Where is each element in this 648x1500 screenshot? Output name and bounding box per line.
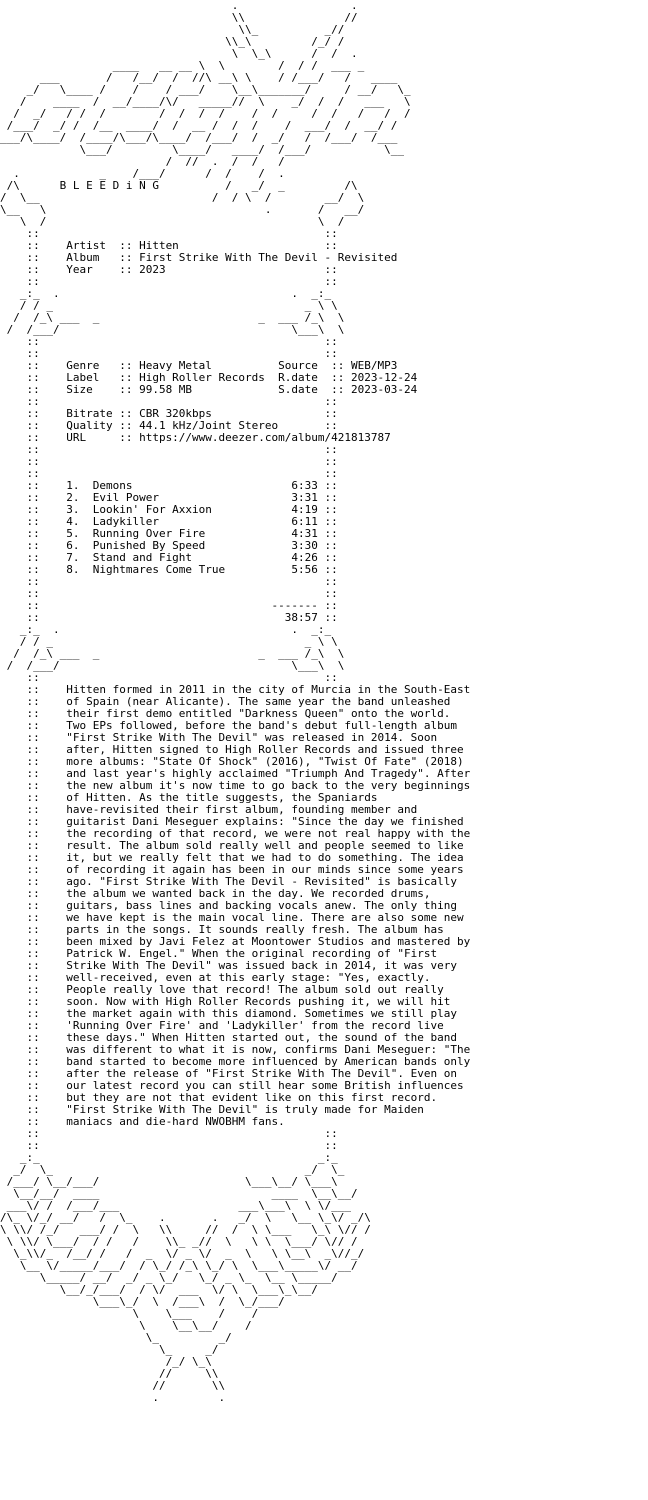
nfo-line: :: result. The album sold really well and people seemed to like bbox=[0, 839, 464, 852]
nfo-line: \\_\ /_/ / bbox=[0, 35, 345, 48]
nfo-line: \ \\/ /_/ ___/ / \ \\ // / \ \___ \_\ \// / bbox=[0, 1223, 371, 1236]
nfo-line: ____ __ __ \ \ / / / ___ _ bbox=[0, 59, 365, 72]
nfo-line: :: :: bbox=[0, 671, 338, 684]
nfo-line: :: 'Running Over Fire' and 'Ladykiller' from the record live bbox=[0, 1019, 444, 1032]
nfo-line: \_\\/_ /__/ / / _ \/ _ \/ _ \ \ \__\ _\//_/ bbox=[0, 1247, 365, 1260]
nfo-line: // \\ bbox=[0, 1379, 226, 1392]
nfo-line bbox=[0, 1404, 648, 1416]
nfo-line: :: our latest record you can still hear some British influences bbox=[0, 1079, 464, 1092]
nfo-line: / /___/ \___\ \ bbox=[0, 323, 345, 336]
nfo-line: :: of recording it again has been in our minds since some years bbox=[0, 863, 464, 876]
nfo-line: \__/_/___/ / \/ ___ \/ \ \___\_\__/ bbox=[0, 1283, 318, 1296]
nfo-line: \\ // bbox=[0, 11, 358, 24]
nfo-line: / /_\ ___ _ _ ___ /_\ \ bbox=[0, 647, 345, 660]
nfo-line: :: these days." When Hitten started out, the sound of the band bbox=[0, 1031, 457, 1044]
nfo-line: \___/ \____/ ____/ /___/ \__ bbox=[0, 143, 404, 156]
nfo-line: :: 5. Running Over Fire 4:31 :: bbox=[0, 527, 338, 540]
nfo-line: :: URL :: https://www.deezer.com/album/421813787 bbox=[0, 431, 391, 444]
nfo-line: :: "First Strike With The Devil" was released in 2014. Soon bbox=[0, 731, 438, 744]
nfo-line: \_ _/ bbox=[0, 1331, 232, 1344]
nfo-line: :: after the release of "First Strike With The Devil". Even on bbox=[0, 1067, 457, 1080]
nfo-line: :: their first demo entitled "Darkness Queen" onto the world. bbox=[0, 707, 451, 720]
nfo-line: :: it, but we really felt that we had to do something. The idea bbox=[0, 851, 464, 864]
nfo-line: \\_ _// bbox=[0, 23, 345, 36]
nfo-line: :: the new album it's now time to go back to the very beginnings bbox=[0, 779, 471, 792]
nfo-line: . _ /___/ / / / . bbox=[0, 167, 285, 180]
nfo-line: :: after, Hitten signed to High Roller Records and issued three bbox=[0, 743, 464, 756]
nfo-line: :: :: bbox=[0, 1139, 338, 1152]
nfo-line: _:_ _:_ bbox=[0, 1151, 338, 1164]
nfo-line: :: :: bbox=[0, 227, 338, 240]
nfo-line: / _/ / / / / / / / / / / / / / / bbox=[0, 107, 411, 120]
nfo-line: :: more albums: "State Of Shock" (2016), "Twist Of Fate" (2018) bbox=[0, 755, 464, 768]
nfo-line: . . bbox=[0, 0, 358, 12]
nfo-line: :: the recording of that record, we were not real happy with the bbox=[0, 827, 471, 840]
nfo-line: :: Year :: 2023 :: bbox=[0, 263, 338, 276]
nfo-line: / / _ _ \ \ bbox=[0, 635, 338, 648]
nfo-line: \ \_\ / / . bbox=[0, 47, 358, 60]
nfo-line: / \__ / / \ / __/ \ bbox=[0, 191, 365, 204]
nfo-line: :: of Hitten. As the title suggests, the Spaniards bbox=[0, 791, 378, 804]
nfo-line: :: :: bbox=[0, 395, 338, 408]
nfo-line: / ____ / __/____/\/ _____// \ _/ / / ___ \ bbox=[0, 95, 411, 108]
nfo-line: _:_ . . _:_ bbox=[0, 623, 332, 636]
nfo-line: \ \___ / / bbox=[0, 1307, 259, 1320]
nfo-line: :: but they are not that evident like on this first record. bbox=[0, 1091, 438, 1104]
nfo-line: / /___/ \___\ \ bbox=[0, 659, 345, 672]
nfo-line: \__ \ . / __/ bbox=[0, 203, 365, 216]
nfo-line: \__/__/ ____ ____ \__\__/ bbox=[0, 1187, 358, 1200]
nfo-line: . . bbox=[0, 1391, 226, 1404]
nfo-line: :: Artist :: Hitten :: bbox=[0, 239, 338, 252]
nfo-line: \ / \ / bbox=[0, 215, 345, 228]
nfo-line: / / _ _ \ \ bbox=[0, 299, 338, 312]
nfo-line: :: :: bbox=[0, 467, 338, 480]
nfo-line: :: :: bbox=[0, 1127, 338, 1140]
nfo-line: :: band started to become more influenced by American bands only bbox=[0, 1055, 471, 1068]
nfo-line: ___\/ / /___/___ ___\___\ \ \/___ bbox=[0, 1199, 351, 1212]
nfo-line: :: :: bbox=[0, 335, 338, 348]
nfo-line: :: Label :: High Roller Records R.date :: 2023-12-24 bbox=[0, 371, 418, 384]
nfo-line: :: we have kept is the main vocal line. There are also some new bbox=[0, 911, 464, 924]
nfo-line: :: and last year's highly acclaimed "Triumph And Tragedy". After bbox=[0, 767, 471, 780]
nfo-line: :: People really love that record! The album sold out really bbox=[0, 983, 444, 996]
nfo-line: :: :: bbox=[0, 443, 338, 456]
nfo-line: :: been mixed by Javi Felez at Moontower Studios and mastered by bbox=[0, 935, 471, 948]
nfo-line: \__ \/_____/___/ / \_/ /_\ \_/ \ \___\_____\/ __/ bbox=[0, 1259, 358, 1272]
nfo-line: _:_ . . _:_ bbox=[0, 287, 332, 300]
nfo-line: :: guitarist Dani Meseguer explains: "Since the day we finished bbox=[0, 815, 464, 828]
nfo-line: _/ \_ _/ \_ bbox=[0, 1163, 345, 1176]
nfo-line: /___/ \__/___/ \___\__/ \___\ bbox=[0, 1175, 338, 1188]
nfo-line: :: ago. "First Strike With The Devil - Revisited" is basically bbox=[0, 875, 457, 888]
nfo-line: :: Genre :: Heavy Metal Source :: WEB/MP3 bbox=[0, 359, 398, 372]
nfo-line: :: 38:57 :: bbox=[0, 611, 338, 624]
nfo-line: /___/ _/ / /__ ____/ / __ / / / / ___/ / __/ / bbox=[0, 119, 398, 132]
nfo-line: :: 6. Punished By Speed 3:30 :: bbox=[0, 539, 338, 552]
nfo-line: \_____/ __/ _/ _ \_/ \_/ _ \_ \__ \_____/ bbox=[0, 1271, 338, 1284]
nfo-line: :: guitars, bass lines and backing vocals anew. The only thing bbox=[0, 899, 457, 912]
nfo-line: \ \\/ \___/ / / / \\_ _// \ \ \ \___/ \// / bbox=[0, 1235, 358, 1248]
nfo-line: :: :: bbox=[0, 587, 338, 600]
nfo-line: :: was different to what it is now, confirms Dani Meseguer: "The bbox=[0, 1043, 471, 1056]
nfo-line: :: Patrick W. Engel." When the original recording of "First bbox=[0, 947, 438, 960]
nfo-line: :: 7. Stand and Fight 4:26 :: bbox=[0, 551, 338, 564]
nfo-line: _/ \____ / / / ___/ \__\_______/ / __/ \_ bbox=[0, 83, 411, 96]
nfo-line: /\ B L E E D i N G / _/ _ /\ bbox=[0, 179, 358, 192]
nfo-line: :: "First Strike With The Devil" is truly made for Maiden bbox=[0, 1103, 424, 1116]
nfo-line: :: 8. Nightmares Come True 5:56 :: bbox=[0, 563, 338, 576]
nfo-line: ___/\____/ /____/\___/\____/ /___/ / _/ / /___/ /___ bbox=[0, 131, 398, 144]
nfo-line: :: Two EPs followed, before the band's debut full-length album bbox=[0, 719, 457, 732]
nfo-line: :: Size :: 99.58 MB S.date :: 2023-03-24 bbox=[0, 383, 418, 396]
nfo-line: :: soon. Now with High Roller Records pushing it, we will hit bbox=[0, 995, 451, 1008]
nfo-line: :: :: bbox=[0, 455, 338, 468]
nfo-line: :: 4. Ladykiller 6:11 :: bbox=[0, 515, 338, 528]
nfo-line: :: the market again with this diamond. Sometimes we still play bbox=[0, 1007, 457, 1020]
nfo-line: :: ------- :: bbox=[0, 599, 338, 612]
nfo-line: /\_ \/_/ __/ / \_ . . _/ \ \__ \_\/ _/\ bbox=[0, 1211, 371, 1224]
nfo-line: :: 2. Evil Power 3:31 :: bbox=[0, 491, 338, 504]
nfo-line: :: 3. Lookin' For Axxion 4:19 :: bbox=[0, 503, 338, 516]
nfo-line: :: maniacs and die-hard NWOBHM fans. bbox=[0, 1115, 285, 1128]
nfo-line: \ \__\__/ / bbox=[0, 1319, 252, 1332]
nfo-line: / /_\ ___ _ _ ___ /_\ \ bbox=[0, 311, 345, 324]
nfo-line: :: :: bbox=[0, 575, 338, 588]
nfo-line: :: Strike With The Devil" was issued back in 2014, it was very bbox=[0, 959, 457, 972]
nfo-line: :: parts in the songs. It sounds really fresh. The album has bbox=[0, 923, 444, 936]
nfo-line: :: have-revisited their first album, founding member and bbox=[0, 803, 418, 816]
nfo-line: :: Bitrate :: CBR 320kbps :: bbox=[0, 407, 338, 420]
nfo-line: / // . / / / bbox=[0, 155, 285, 168]
nfo-line: \_ _/ bbox=[0, 1343, 219, 1356]
nfo-line: :: the album we wanted back in the day. We recorded drums, bbox=[0, 887, 431, 900]
nfo-line: :: Album :: First Strike With The Devil - Revisited bbox=[0, 251, 398, 264]
nfo-line: :: :: bbox=[0, 347, 338, 360]
nfo-line: :: Quality :: 44.1 kHz/Joint Stereo :: bbox=[0, 419, 338, 432]
nfo-line: \___\_/ \ /___\ / \_/___/ bbox=[0, 1295, 285, 1308]
nfo-line: // \\ bbox=[0, 1367, 219, 1380]
nfo-line: :: 1. Demons 6:33 :: bbox=[0, 479, 338, 492]
nfo-line: :: Hitten formed in 2011 in the city of Murcia in the South-East bbox=[0, 683, 471, 696]
nfo-line: :: of Spain (near Alicante). The same year the band unleashed bbox=[0, 695, 451, 708]
nfo-line: /_/ \_\ bbox=[0, 1355, 212, 1368]
nfo-line: :: :: bbox=[0, 275, 338, 288]
nfo-line: :: well-received, even at this early stage: "Yes, exactly. bbox=[0, 971, 431, 984]
nfo-line: ___ / /__/ / //\ __\ \ / /___/ / ____ bbox=[0, 71, 398, 84]
